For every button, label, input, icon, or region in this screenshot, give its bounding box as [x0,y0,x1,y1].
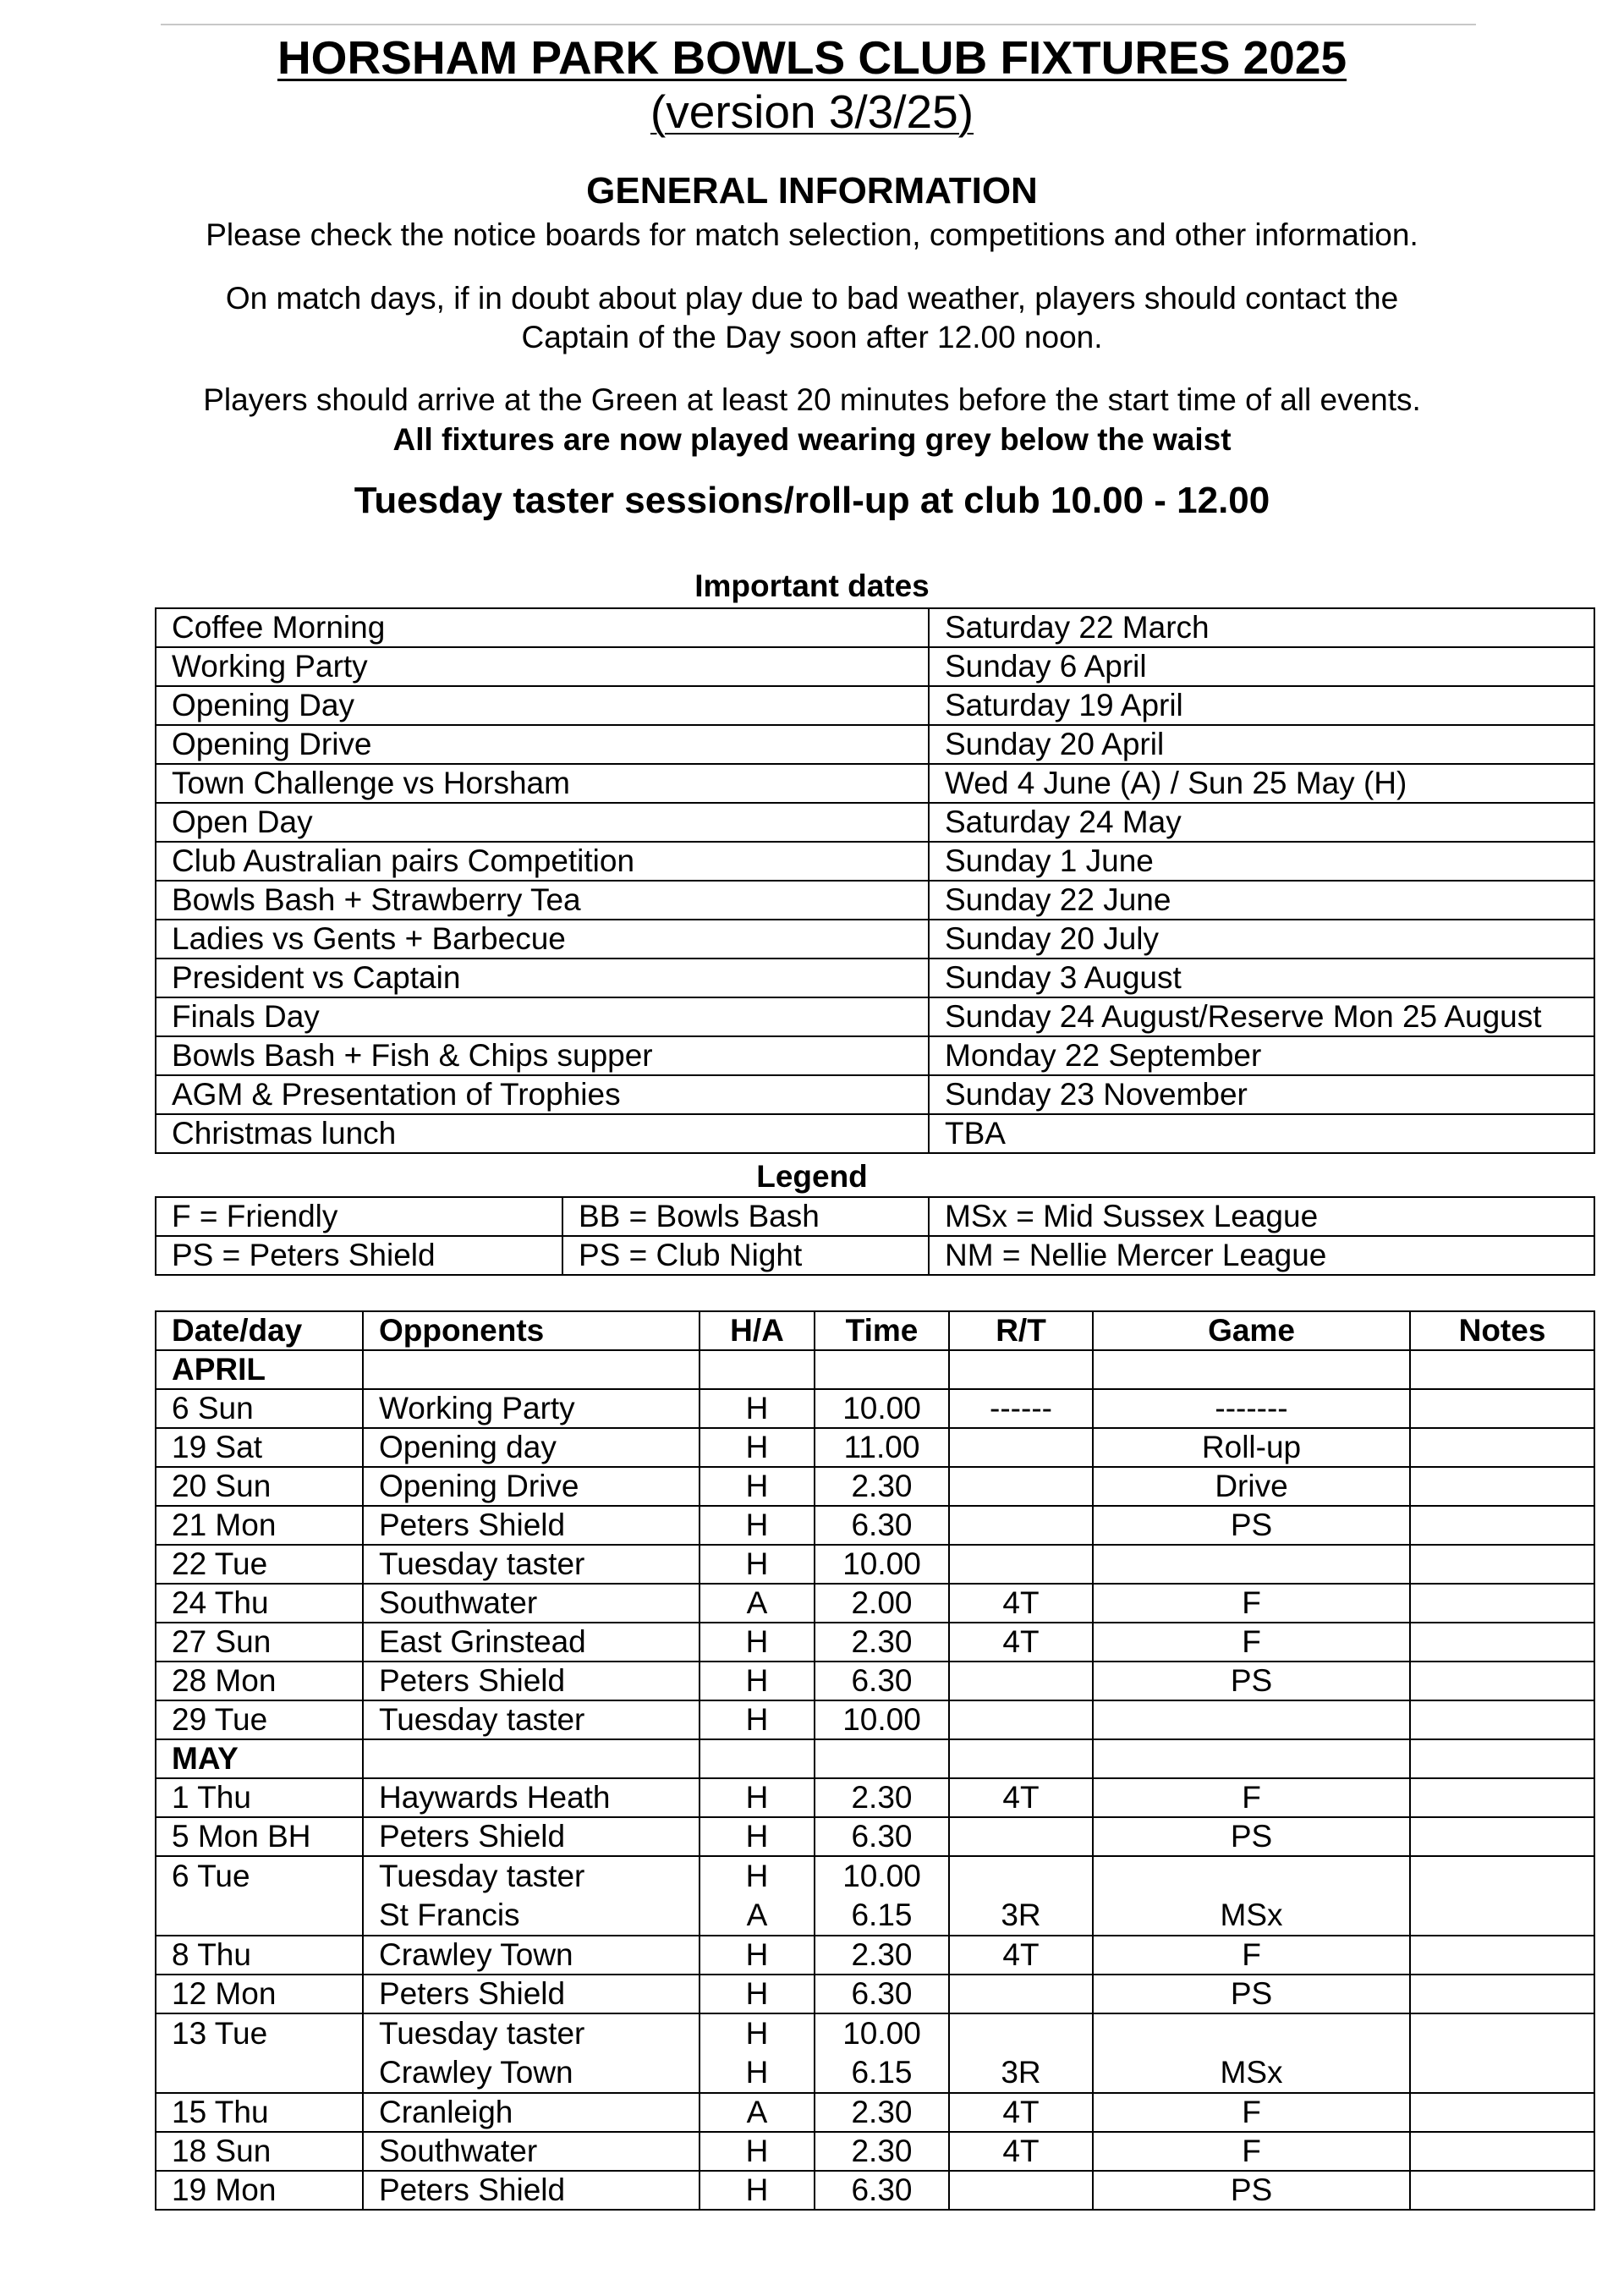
fixture-date: 20 Sun [156,1467,363,1506]
fixture-opponent: Peters Shield [363,2171,700,2210]
fixture-notes [1410,2093,1594,2132]
event-name: Opening Day [156,686,929,725]
fixture-game-type: F [1093,2093,1410,2132]
important-date-row [156,764,1594,803]
empty-cell [815,1350,949,1389]
event-name: Coffee Morning [156,608,929,647]
fixture-game-type: Drive [1093,1467,1410,1506]
fixture-row [156,1545,1594,1584]
event-date: Monday 22 September [929,1036,1594,1075]
fixture-notes [1410,1428,1594,1467]
event-name: Open Day [156,803,929,842]
important-date-row [156,842,1594,881]
important-date-row [156,1114,1594,1153]
fixture-home-away: H A [700,1856,815,1936]
fixture-time: 2.30 [815,2132,949,2171]
event-name: President vs Captain [156,958,929,997]
fixture-date: 19 Mon [156,2171,363,2210]
fixture-date: 1 Thu [156,1778,363,1817]
fixture-opponent: Tuesday taster [363,1545,700,1584]
fixture-rinks: 3R [949,1856,1093,1936]
event-name: Club Australian pairs Competition [156,842,929,881]
fixture-row [156,1428,1594,1467]
important-date-row [156,647,1594,686]
fixture-opponent: Working Party [363,1389,700,1428]
month-row [156,1739,1594,1778]
empty-cell [949,1739,1093,1778]
taster-sessions: Tuesday taster sessions/roll-up at club 10.00 - 12.00 [354,480,1270,521]
fixture-row [156,2013,1594,2093]
fixture-game-type: F [1093,2132,1410,2171]
fixture-home-away: H H [700,2013,815,2093]
event-name: Christmas lunch [156,1114,929,1153]
fixture-home-away: H [700,1700,815,1739]
fixture-opponent: Opening day [363,1428,700,1467]
fixture-notes [1410,1662,1594,1700]
empty-cell [815,1739,949,1778]
fixture-opponent: Peters Shield [363,1975,700,2013]
fixture-home-away: H [700,1936,815,1975]
fixture-rinks [949,1467,1093,1506]
fixture-notes [1410,1700,1594,1739]
important-date-row [156,958,1594,997]
event-date: Sunday 23 November [929,1075,1594,1114]
fixture-time: 6.30 [815,1506,949,1545]
month-label: MAY [156,1739,363,1778]
fixture-date: 6 Sun [156,1389,363,1428]
fixture-time: 2.30 [815,2093,949,2132]
fixture-time: 10.00 [815,1700,949,1739]
fixture-row [156,2171,1594,2210]
month-row [156,1350,1594,1389]
fixture-notes [1410,2171,1594,2210]
fixture-home-away: H [700,1778,815,1817]
fixture-opponent: East Grinstead [363,1623,700,1662]
event-name: Ladies vs Gents + Barbecue [156,920,929,958]
info-notice-boards: Please check the notice boards for match selection, competitions and other information. [206,217,1418,252]
fixture-notes [1410,1975,1594,2013]
fixture-game-type: PS [1093,1506,1410,1545]
empty-cell [700,1739,815,1778]
fixture-rinks: 4T [949,1778,1093,1817]
fixture-time: 2.30 [815,1467,949,1506]
fixture-row [156,2093,1594,2132]
fixture-date: 21 Mon [156,1506,363,1545]
fixture-date: 12 Mon [156,1975,363,2013]
fixture-home-away: H [700,1817,815,1856]
fixture-rinks: 4T [949,2132,1093,2171]
fixture-game-type [1093,1545,1410,1584]
fixture-row [156,1389,1594,1428]
fixture-notes [1410,2013,1594,2093]
event-date: Sunday 20 July [929,920,1594,958]
fixture-notes [1410,2132,1594,2171]
fixture-row [156,1662,1594,1700]
fixture-opponent: Haywards Heath [363,1778,700,1817]
fixture-notes [1410,1936,1594,1975]
page-title: HORSHAM PARK BOWLS CLUB FIXTURES 2025 [277,31,1347,84]
fixture-notes [1410,1623,1594,1662]
fixture-rinks [949,1506,1093,1545]
legend-entry: F = Friendly [156,1197,562,1236]
fixture-time: 6.30 [815,1817,949,1856]
info-weather [0,279,1624,357]
important-date-row [156,920,1594,958]
fixture-game-type: Roll-up [1093,1428,1410,1467]
event-name: AGM & Presentation of Trophies [156,1075,929,1114]
fixture-date: 24 Thu [156,1584,363,1623]
fixture-date: 15 Thu [156,2093,363,2132]
important-date-row [156,803,1594,842]
fixture-date: 5 Mon BH [156,1817,363,1856]
fixture-rinks [949,1817,1093,1856]
empty-cell [1093,1739,1410,1778]
fixture-game-type: F [1093,1936,1410,1975]
fixture-rinks [949,1662,1093,1700]
fixture-row [156,1856,1594,1936]
event-date: Sunday 3 August [929,958,1594,997]
fixture-notes [1410,1584,1594,1623]
event-date: Wed 4 June (A) / Sun 25 May (H) [929,764,1594,803]
legend-row [156,1197,1594,1236]
fixture-notes [1410,1778,1594,1817]
event-date: Sunday 1 June [929,842,1594,881]
important-date-row [156,1036,1594,1075]
fixture-date: 18 Sun [156,2132,363,2171]
fixture-rinks [949,1428,1093,1467]
fixture-opponent: Peters Shield [363,1662,700,1700]
event-name: Town Challenge vs Horsham [156,764,929,803]
fixture-time: 2.30 [815,1936,949,1975]
fixture-rinks [949,2171,1093,2210]
fixture-home-away: A [700,1584,815,1623]
info-weather-line1: On match days, if in doubt about play due to bad weather, players should contact the [225,281,1399,316]
fixture-time: 10.00 [815,1545,949,1584]
fixture-home-away: H [700,2171,815,2210]
event-date: Saturday 22 March [929,608,1594,647]
fixture-opponent: Southwater [363,1584,700,1623]
event-name: Working Party [156,647,929,686]
important-date-row [156,997,1594,1036]
event-name: Finals Day [156,997,929,1036]
fixture-date: 13 Tue [156,2013,363,2093]
fixture-opponent: Southwater [363,2132,700,2171]
fixture-game-type: F [1093,1778,1410,1817]
column-header: R/T [949,1311,1093,1350]
fixture-rinks: 4T [949,1936,1093,1975]
column-header: Opponents [363,1311,700,1350]
fixture-row [156,1817,1594,1856]
empty-cell [363,1739,700,1778]
fixture-row [156,1467,1594,1506]
fixture-date: 8 Thu [156,1936,363,1975]
empty-cell [1410,1350,1594,1389]
top-divider [161,24,1476,25]
fixture-rinks: 4T [949,2093,1093,2132]
fixture-row [156,1700,1594,1739]
fixture-row [156,2132,1594,2171]
important-date-row [156,1075,1594,1114]
fixture-time: 2.30 [815,1778,949,1817]
fixture-date: 28 Mon [156,1662,363,1700]
fixture-rinks: 4T [949,1584,1093,1623]
fixture-game-type [1093,1700,1410,1739]
fixture-game-type: F [1093,1623,1410,1662]
event-date: Sunday 22 June [929,881,1594,920]
fixture-home-away: H [700,1506,815,1545]
important-date-row [156,881,1594,920]
fixture-rinks: 4T [949,1623,1093,1662]
legend-entry: PS = Club Night [562,1236,929,1275]
fixture-home-away: H [700,1975,815,2013]
fixture-notes [1410,1856,1594,1936]
fixture-rinks [949,1545,1093,1584]
fixture-home-away: H [700,2132,815,2171]
info-arrival: Players should arrive at the Green at least 20 minutes before the start time of all events. [203,382,1421,417]
important-date-row [156,725,1594,764]
fixture-opponent: Cranleigh [363,2093,700,2132]
fixture-rinks: 3R [949,2013,1093,2093]
important-dates-table [155,607,1595,1154]
legend-entry: PS = Peters Shield [156,1236,562,1275]
info-dress-code: All fixtures are now played wearing grey below the waist [392,422,1232,457]
fixture-date: 22 Tue [156,1545,363,1584]
event-date: Sunday 24 August/Reserve Mon 25 August [929,997,1594,1036]
fixture-row [156,1584,1594,1623]
fixture-home-away: A [700,2093,815,2132]
fixture-game-type: MSx [1093,2013,1410,2093]
fixture-time: 6.30 [815,1662,949,1700]
fixture-game-type: ------- [1093,1389,1410,1428]
fixture-date: 27 Sun [156,1623,363,1662]
column-header: Date/day [156,1311,363,1350]
event-date: Saturday 19 April [929,686,1594,725]
column-header: H/A [700,1311,815,1350]
important-date-row [156,686,1594,725]
fixture-game-type: PS [1093,1817,1410,1856]
legend-heading: Legend [756,1159,868,1194]
fixture-game-type: F [1093,1584,1410,1623]
empty-cell [949,1350,1093,1389]
fixture-date: 19 Sat [156,1428,363,1467]
fixture-row [156,1975,1594,2013]
empty-cell [700,1350,815,1389]
version-label: (version 3/3/25) [650,85,974,138]
fixture-rinks [949,1700,1093,1739]
fixture-time: 11.00 [815,1428,949,1467]
event-name: Bowls Bash + Strawberry Tea [156,881,929,920]
month-label: APRIL [156,1350,363,1389]
fixture-notes [1410,1467,1594,1506]
fixture-rinks [949,1975,1093,2013]
fixture-notes [1410,1389,1594,1428]
empty-cell [1410,1739,1594,1778]
fixture-home-away: H [700,1662,815,1700]
event-date: TBA [929,1114,1594,1153]
fixture-opponent: Opening Drive [363,1467,700,1506]
fixture-time: 10.00 6.15 [815,2013,949,2093]
fixture-opponent: Peters Shield [363,1506,700,1545]
fixture-date: 29 Tue [156,1700,363,1739]
important-dates-heading: Important dates [694,569,930,603]
event-date: Sunday 6 April [929,647,1594,686]
fixture-notes [1410,1817,1594,1856]
fixture-game-type: MSx [1093,1856,1410,1936]
fixture-notes [1410,1506,1594,1545]
fixture-opponent: Crawley Town [363,1936,700,1975]
fixture-opponent: Tuesday taster St Francis [363,1856,700,1936]
empty-cell [1093,1350,1410,1389]
event-name: Opening Drive [156,725,929,764]
column-header: Time [815,1311,949,1350]
empty-cell [363,1350,700,1389]
fixture-home-away: H [700,1467,815,1506]
column-header: Notes [1410,1311,1594,1350]
fixture-opponent: Tuesday taster Crawley Town [363,2013,700,2093]
legend-entry: NM = Nellie Mercer League [929,1236,1594,1275]
fixture-time: 2.00 [815,1584,949,1623]
column-header: Game [1093,1311,1410,1350]
fixture-home-away: H [700,1623,815,1662]
fixture-game-type: PS [1093,1662,1410,1700]
fixture-time: 6.30 [815,1975,949,2013]
legend-table [155,1196,1595,1276]
fixture-time: 2.30 [815,1623,949,1662]
fixture-row [156,1623,1594,1662]
fixture-time: 6.30 [815,2171,949,2210]
important-date-row [156,608,1594,647]
legend-entry: BB = Bowls Bash [562,1197,929,1236]
fixture-game-type: PS [1093,1975,1410,2013]
fixture-row [156,1506,1594,1545]
fixture-time: 10.00 6.15 [815,1856,949,1936]
fixtures-table [155,1310,1595,2211]
fixture-game-type: PS [1093,2171,1410,2210]
fixture-row [156,1936,1594,1975]
event-name: Bowls Bash + Fish & Chips supper [156,1036,929,1075]
event-date: Saturday 24 May [929,803,1594,842]
general-info-heading: GENERAL INFORMATION [586,170,1038,211]
fixture-opponent: Tuesday taster [363,1700,700,1739]
legend-row [156,1236,1594,1275]
fixture-time: 10.00 [815,1389,949,1428]
event-date: Sunday 20 April [929,725,1594,764]
fixture-row [156,1778,1594,1817]
legend-entry: MSx = Mid Sussex League [929,1197,1594,1236]
fixture-rinks: ------ [949,1389,1093,1428]
fixture-home-away: H [700,1389,815,1428]
fixture-notes [1410,1545,1594,1584]
fixture-opponent: Peters Shield [363,1817,700,1856]
fixture-home-away: H [700,1428,815,1467]
info-weather-line2: Captain of the Day soon after 12.00 noon. [521,320,1103,354]
fixture-date: 6 Tue [156,1856,363,1936]
fixture-home-away: H [700,1545,815,1584]
